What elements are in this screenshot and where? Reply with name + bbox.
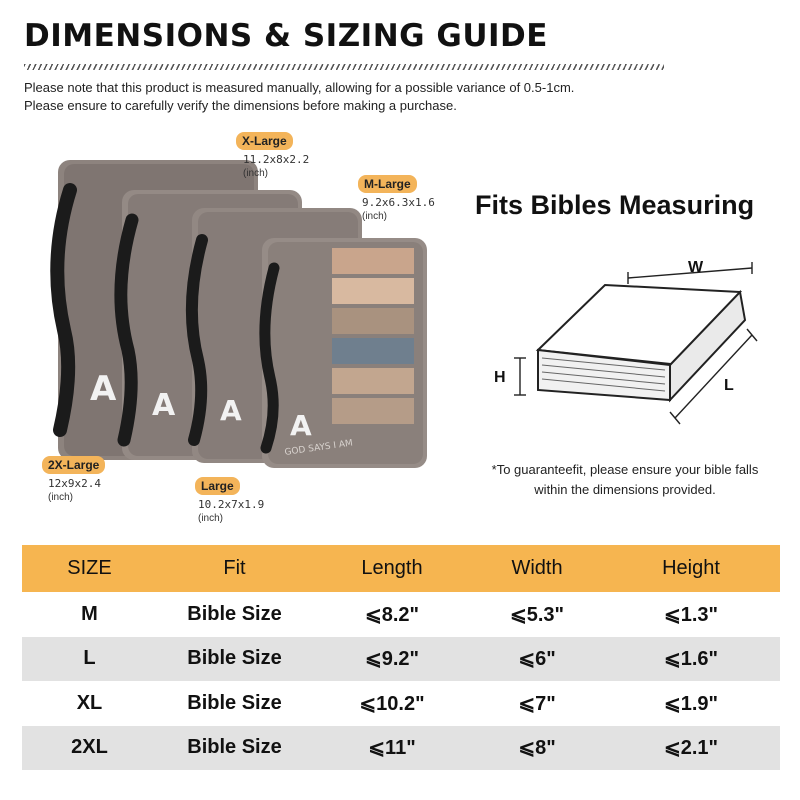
size-dims-2xl: 12x9x2.4 — [48, 477, 101, 490]
size-tag-m: M-Large — [358, 175, 417, 193]
title-underline — [24, 64, 664, 70]
cell-fit: Bible Size — [157, 681, 312, 726]
cover-tagline: GOD SAYS I AM — [284, 438, 354, 458]
length-label: L — [724, 377, 734, 394]
size-unit-m: (inch) — [362, 211, 388, 222]
table-row — [22, 637, 780, 682]
cover-m — [262, 238, 427, 468]
table-row — [22, 681, 780, 726]
size-dims-m: 9.2x6.3x1.6 — [362, 196, 435, 209]
cover-xl-initial: A — [152, 388, 176, 423]
table-row — [22, 592, 780, 637]
size-unit-2xl: (inch) — [48, 492, 74, 503]
size-dims-xl: 11.2x8x2.2 — [243, 153, 310, 166]
size-unit-xl: (inch) — [243, 168, 269, 179]
table-row — [22, 726, 780, 771]
cell-length: ⩽11" — [312, 726, 472, 771]
page-title: DIMENSIONS & SIZING GUIDE — [24, 18, 548, 54]
book-diagram — [490, 240, 770, 430]
cell-length: ⩽8.2" — [312, 592, 472, 637]
header-fit: Fit — [157, 545, 312, 592]
cell-size: 2XL — [22, 726, 157, 771]
cover-2xl-initial: A — [90, 369, 117, 409]
cell-length: ⩽10.2" — [312, 681, 472, 726]
cell-size: XL — [22, 681, 157, 726]
cell-height: ⩽2.1" — [602, 726, 780, 771]
cell-height: ⩽1.9" — [602, 681, 780, 726]
size-table — [22, 545, 780, 770]
cell-size: L — [22, 637, 157, 682]
cell-height: ⩽1.6" — [602, 637, 780, 682]
cover-l-initial: A — [220, 394, 242, 427]
header-height: Height — [602, 545, 780, 592]
header-width: Width — [472, 545, 602, 592]
size-tag-xl: X-Large — [236, 132, 293, 150]
disclaimer-line-1: Please note that this product is measured manually, allowing for a possible variance of 0.5-1cm. — [24, 80, 575, 95]
fit-note-line-2: within the dimensions provided. — [534, 482, 716, 497]
header-length: Length — [312, 545, 472, 592]
size-tag-l: Large — [195, 477, 240, 495]
cell-height: ⩽1.3" — [602, 592, 780, 637]
cell-width: ⩽8" — [472, 726, 602, 771]
size-dims-l: 10.2x7x1.9 — [198, 498, 265, 511]
cell-size: M — [22, 592, 157, 637]
size-tag-2xl: 2X-Large — [42, 456, 105, 474]
cell-width: ⩽5.3" — [472, 592, 602, 637]
cell-fit: Bible Size — [157, 637, 312, 682]
height-label: H — [494, 369, 506, 386]
table-header-row — [22, 545, 780, 592]
fits-title: Fits Bibles Measuring — [475, 190, 755, 220]
cell-length: ⩽9.2" — [312, 637, 472, 682]
cell-width: ⩽7" — [472, 681, 602, 726]
size-unit-l: (inch) — [198, 513, 224, 524]
cell-fit: Bible Size — [157, 726, 312, 771]
cover-m-initial: A — [290, 409, 312, 442]
fit-note-line-1: *To guaranteefit, please ensure your bible falls — [491, 462, 759, 477]
header-size: SIZE — [22, 545, 157, 592]
disclaimer-line-2: Please ensure to carefully verify the dimensions before making a purchase. — [24, 98, 457, 113]
width-label: W — [688, 259, 704, 276]
cell-width: ⩽6" — [472, 637, 602, 682]
cell-fit: Bible Size — [157, 592, 312, 637]
